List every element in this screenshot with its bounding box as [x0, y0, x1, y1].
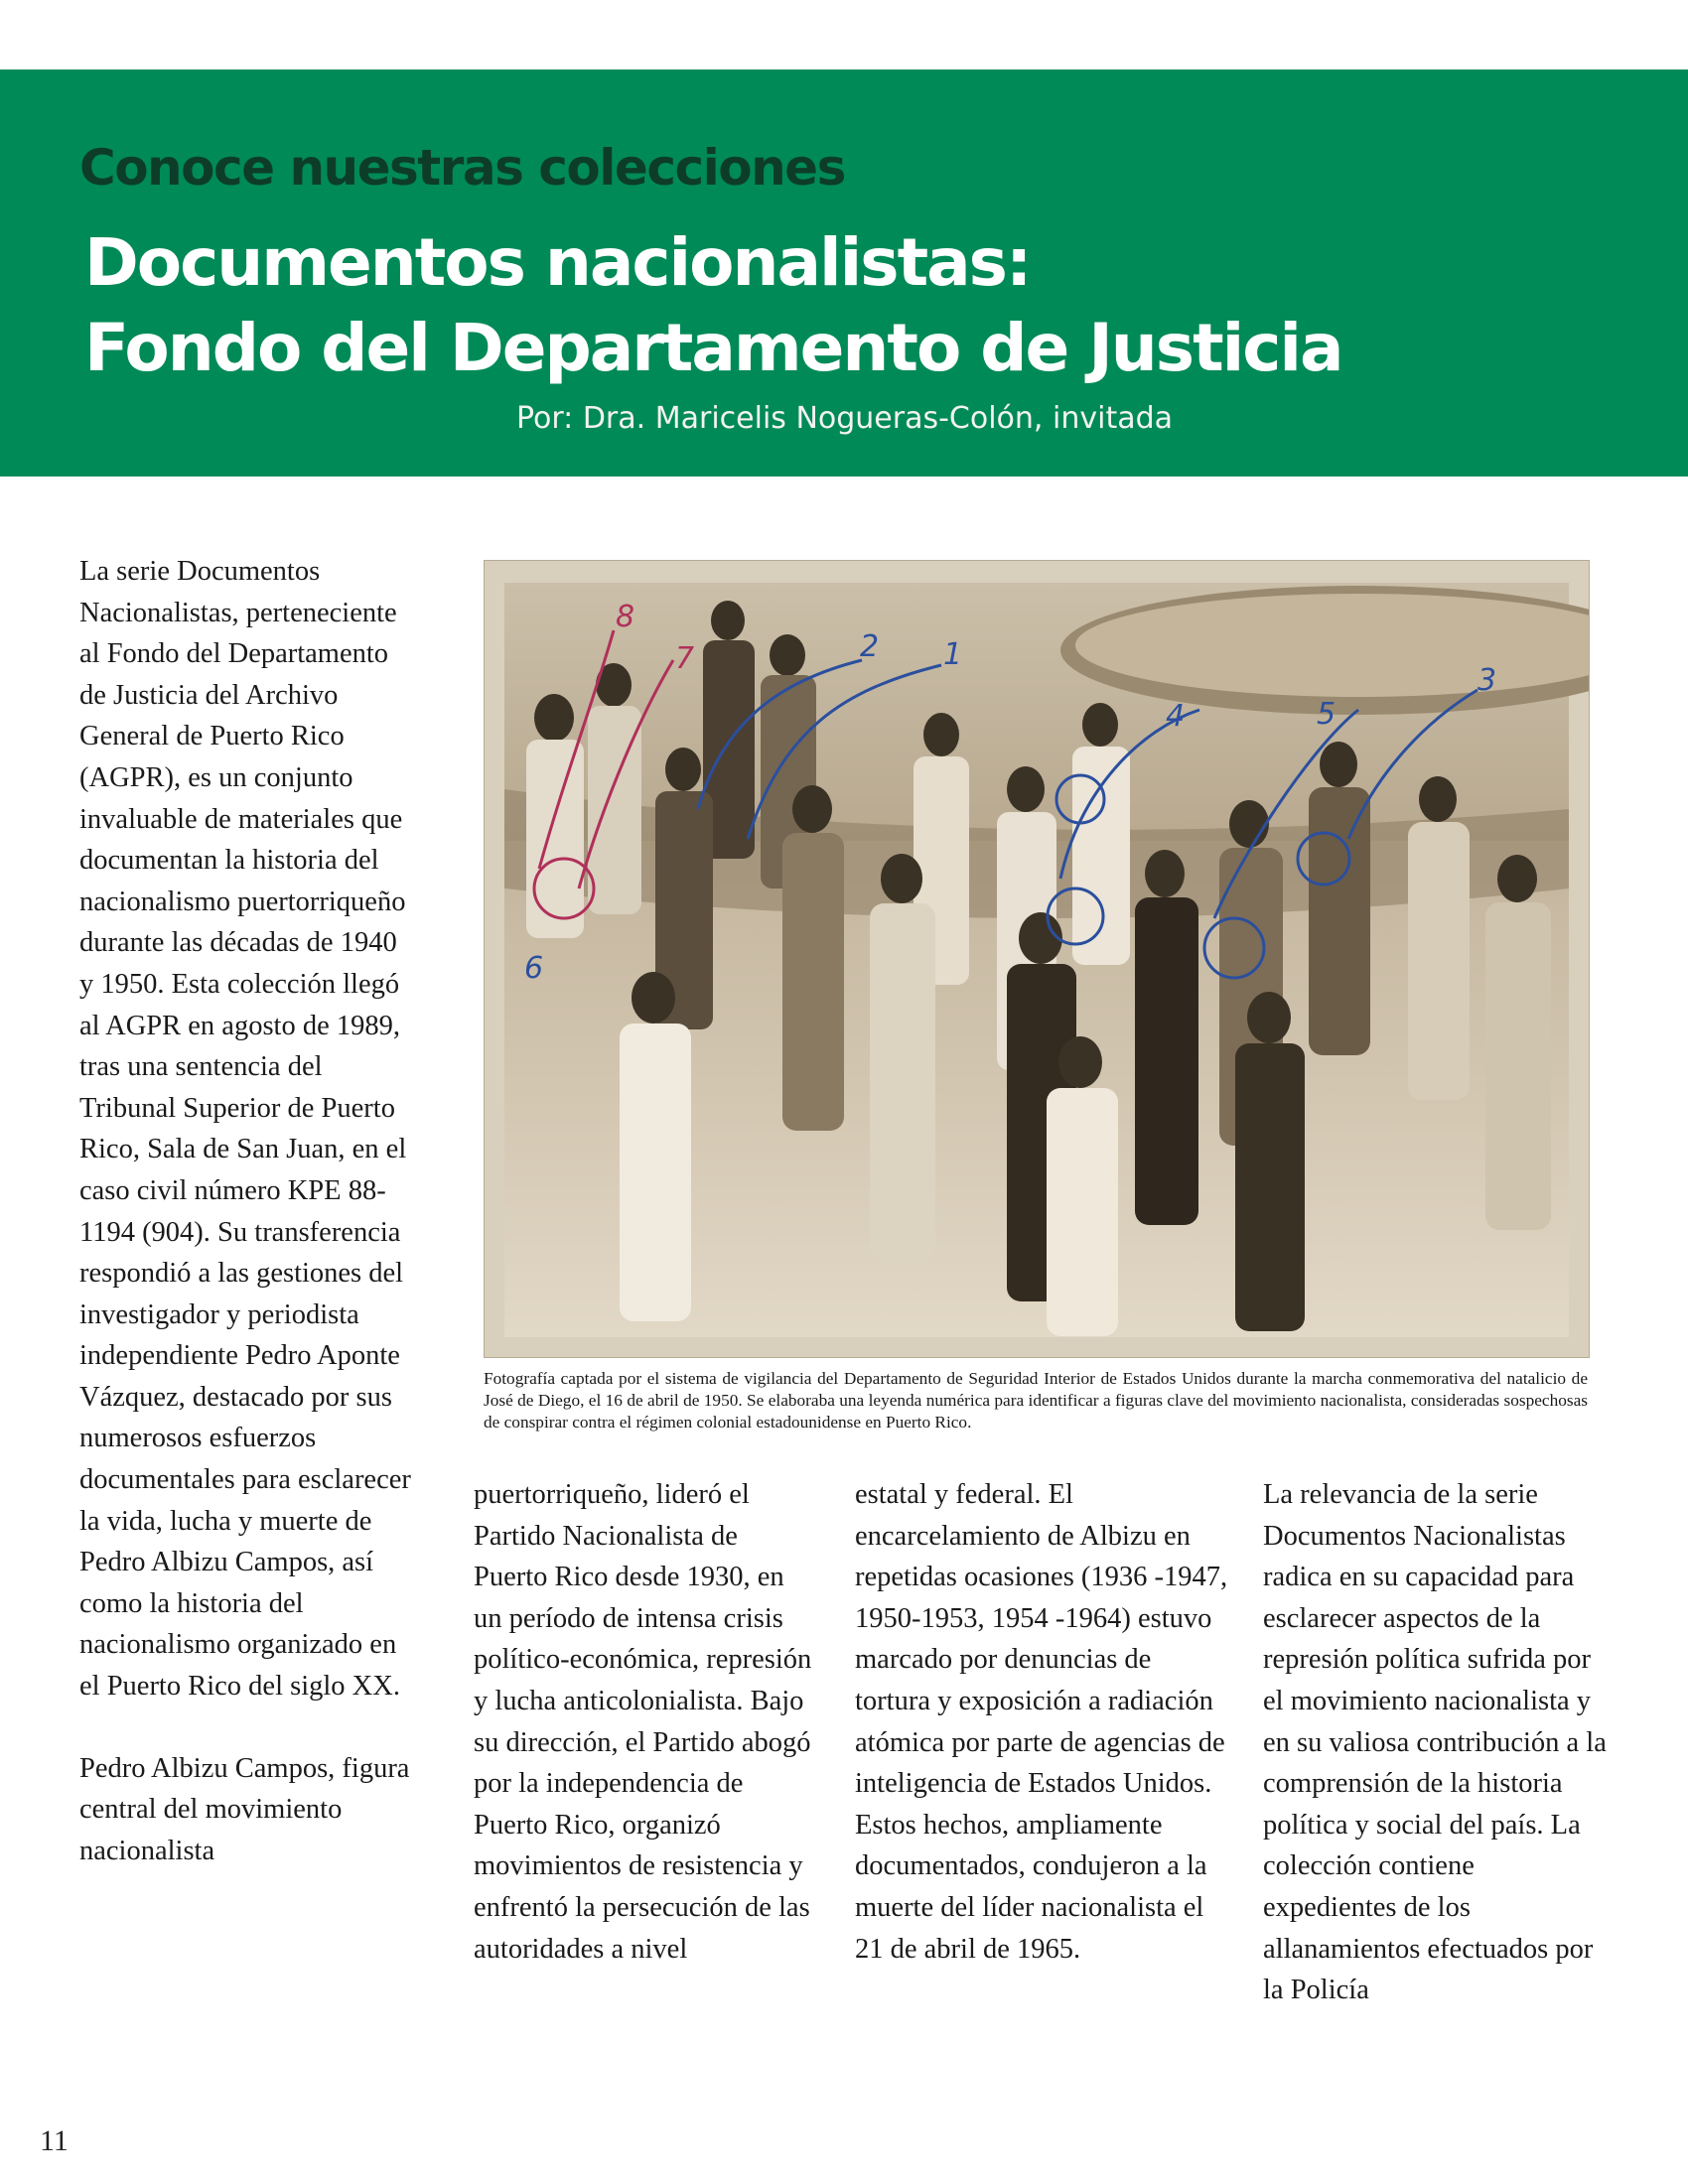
- article-title-line-1: Documentos nacionalistas:: [84, 224, 1031, 301]
- photo-label-4: 4: [1166, 699, 1186, 734]
- body-column-1: [79, 551, 417, 1871]
- article-title: [84, 220, 1342, 391]
- photo-label-1: 1: [943, 637, 963, 672]
- author-byline: Por: Dra. Maricelis Nogueras-Colón, invitada: [516, 401, 1174, 436]
- page-number: 11: [40, 2124, 69, 2157]
- photo-label-6: 6: [524, 951, 544, 986]
- body-paragraph: puertorriqueño, lideró el Partido Nacionalista de Puerto Rico desde 1930, en un período de intensa crisis político-económica, represión y lucha anticolonialista. Bajo su dirección, el Partido abogó por la independencia de Puerto Rico, organizó movimientos de resistencia y enfrentó la persecución de las autoridades a nivel: [474, 1479, 812, 1965]
- photo-caption: Fotografía captada por el sistema de vigilancia del Departamento de Seguridad Interior de Estados Unidos durante la marcha conmemorativa del natalicio de José de Diego, el 16 de abril de 1950. Se elaboraba una leyenda numérica para identificar a figuras clave del movimiento nacionalista, consideradas sospechosas de conspirar contra el régimen colonial estadounidense en Puerto Rico.: [484, 1369, 1588, 1432]
- body-paragraph: Pedro Albizu Campos, figura central del movimiento nacionalista: [79, 1752, 410, 1866]
- surveillance-photo-illustration: [485, 561, 1589, 1357]
- photo-label-3: 3: [1477, 663, 1497, 698]
- section-kicker: Conoce nuestras colecciones: [79, 139, 845, 197]
- photo-label-5: 5: [1317, 697, 1336, 732]
- photo-label-7: 7: [675, 641, 695, 676]
- body-paragraph: estatal y federal. El encarcelamiento de Albizu en repetidas ocasiones (1936 -1947, 1950-1953, 1954 -1964) estuvo marcado por denuncias de tortura y exposición a radiación atómica por parte de agencias de inteligencia de Estados Unidos. Estos hechos, ampliamente documentados, condujeron a la muerte del líder nacionalista el 21 de abril de 1965.: [855, 1479, 1228, 1965]
- photo-label-8: 8: [616, 600, 635, 634]
- body-column-2: [474, 1474, 816, 1970]
- article-title-line-2: Fondo del Departamento de Justicia: [84, 310, 1342, 386]
- photo-label-2: 2: [860, 629, 880, 664]
- body-column-3: [855, 1474, 1232, 1970]
- body-column-4: [1263, 1474, 1611, 2011]
- surveillance-photo: [484, 560, 1590, 1358]
- body-paragraph: La relevancia de la serie Documentos Nacionalistas radica en su capacidad para esclarecer aspectos de la represión política sufrida por el movimiento nacionalista y en su valiosa contribución a la comprensión de la historia política y social del país. La colección contiene expedientes de los allanamientos efectuados por la Policía: [1263, 1479, 1607, 2006]
- body-paragraph: La serie Documentos Nacionalistas, perteneciente al Fondo del Departamento de Justicia del Archivo General de Puerto Rico (AGPR), es un conjunto invaluable de materiales que documentan la historia del nacionalismo puertorriqueño durante las décadas de 1940 y 1950. Esta colección llegó al AGPR en agosto de 1989, tras una sentencia del Tribunal Superior de Puerto Rico, Sala de San Juan, en el caso civil número KPE 88-1194 (904). Su transferencia respondió a las gestiones del investigador y periodista independiente Pedro Aponte Vázquez, destacado por sus numerosos esfuerzos documentales para esclarecer la vida, lucha y muerte de Pedro Albizu Campos, así como la historia del nacionalismo organizado en el Puerto Rico del siglo XX.: [79, 556, 411, 1703]
